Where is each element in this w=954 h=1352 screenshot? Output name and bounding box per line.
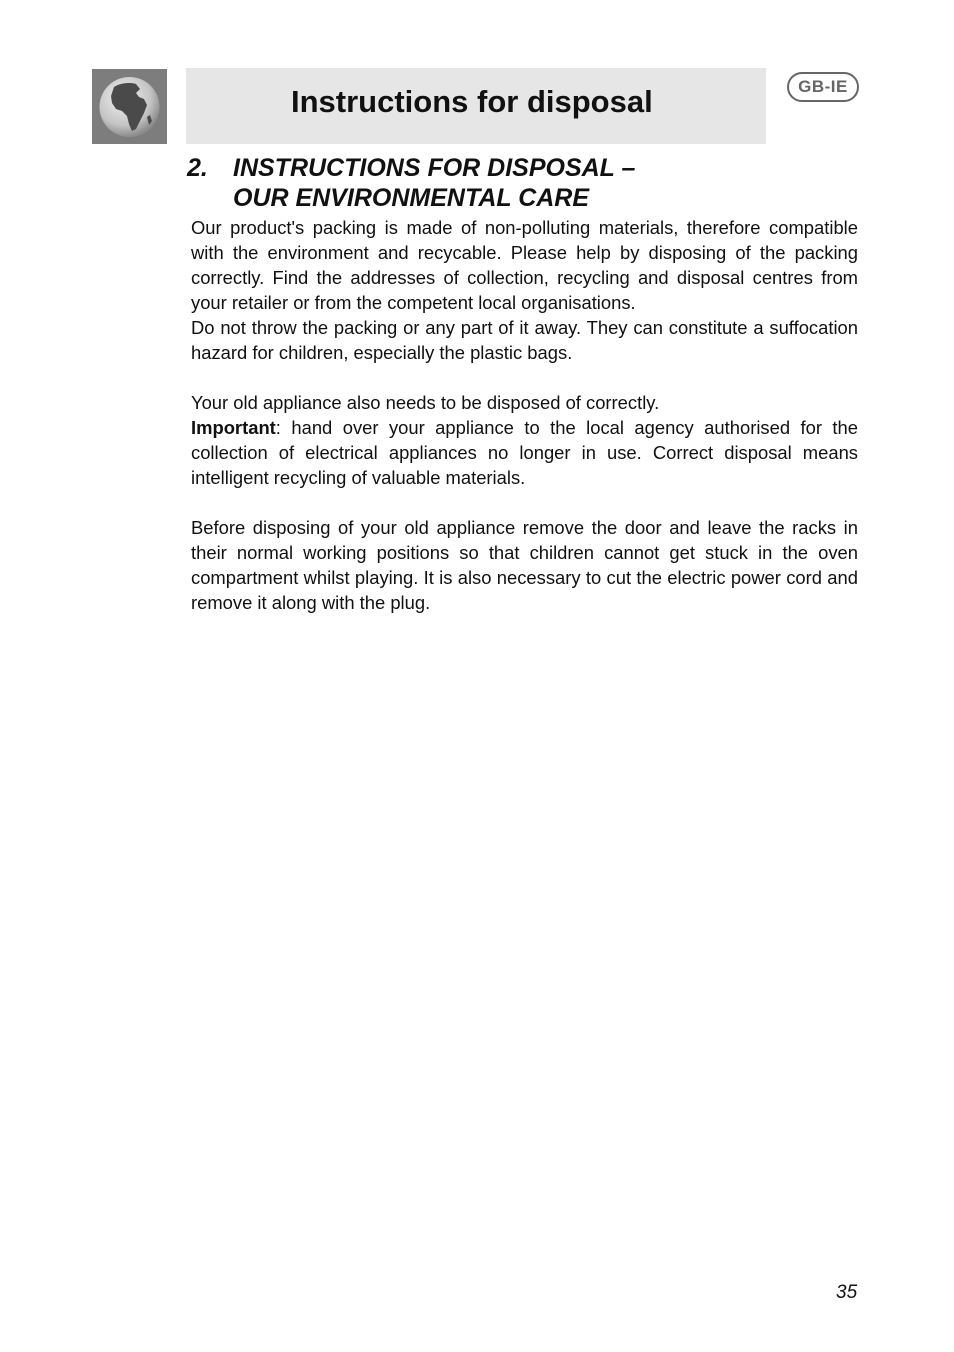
paragraph-old-appliance: Your old appliance also needs to be disposed of correctly. [191,392,660,413]
page-number: 35 [836,1282,858,1303]
globe-logo [92,69,167,144]
section-title-line2: OUR ENVIRONMENTAL CARE [233,184,590,212]
paragraph-packing-hazard: Do not throw the packing or any part of it away. They can constitute a suffocation hazard for children, especially the plastic bags. [191,317,858,363]
important-text: : hand over your appliance to the local agency authorised for the collection of electrical appliances no longer in use. Correct disposal means intelligent recycling of valuable materials. [191,417,858,488]
section-number: 2. [187,154,208,182]
paragraph-before-disposing: Before disposing of your old appliance remove the door and leave the racks in their normal working positions so that children cannot get stuck in the oven compartment whilst playing. It is also necessary to cut the electric power cord and remove it along with the plug. [191,517,858,613]
section-heading [187,153,635,213]
paragraph-important [191,415,858,490]
paragraph-packing: Our product's packing is made of non-polluting materials, therefore compatible with the environment and recycable. Please help by disposing of the packing correctly. Find the addresses of collection, recycling and disposal centres from your retailer or from the competent local organisations. [191,217,858,313]
header-bar [186,68,766,144]
section-title-line1: INSTRUCTIONS FOR DISPOSAL – [233,154,636,182]
page-title: Instructions for disposal [291,84,653,119]
important-label: Important [191,417,276,438]
body-text [191,215,858,615]
language-badge: GB-IE [787,72,859,102]
globe-icon [92,69,167,144]
